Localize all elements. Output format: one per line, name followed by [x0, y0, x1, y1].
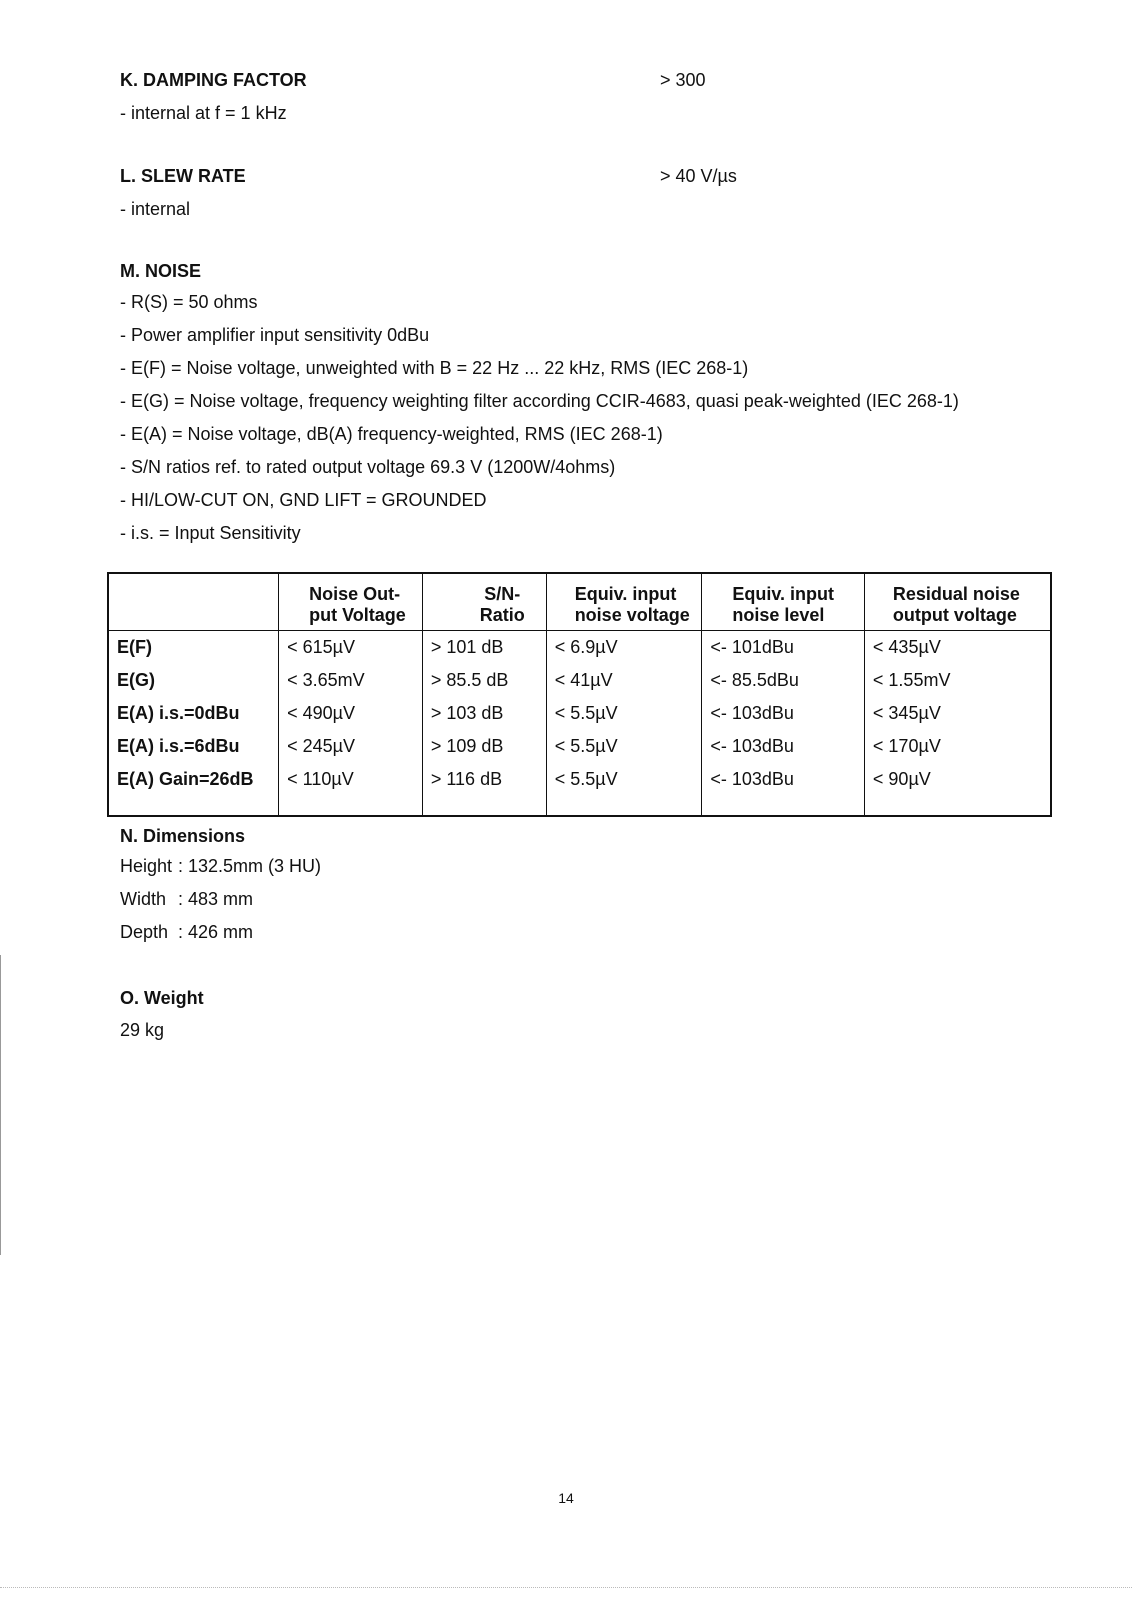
- section-m-title: M. NOISE: [120, 261, 202, 281]
- table-cell: E(A) i.s.=6dBu: [108, 730, 279, 763]
- table-row: [108, 631, 1051, 665]
- dimension-row-depth: Depth : 426 mm: [120, 922, 254, 942]
- table-cell: <- 103dBu: [702, 730, 865, 763]
- table-cell: <- 103dBu: [702, 763, 865, 816]
- table-cell: < 3.65mV: [279, 664, 423, 697]
- noise-note: - R(S) = 50 ohms: [120, 292, 258, 312]
- noise-table: [107, 572, 1052, 817]
- section-k-value: > 300: [660, 70, 706, 90]
- table-header-equiv-voltage: Equiv. input noise voltage: [546, 573, 702, 631]
- table-header-sn-ratio: S/N- Ratio: [422, 573, 546, 631]
- noise-note: - E(A) = Noise voltage, dB(A) frequency-weighted, RMS (IEC 268-1): [120, 424, 663, 444]
- table-cell: > 103 dB: [422, 697, 546, 730]
- table-cell: < 245µV: [279, 730, 423, 763]
- section-o-value: 29 kg: [120, 1020, 165, 1040]
- table-cell: < 615µV: [279, 631, 423, 665]
- section-k-title: K. DAMPING FACTOR: [120, 70, 307, 90]
- table-header-empty: [108, 573, 279, 631]
- bottom-dotted-rule: [0, 1587, 1132, 1588]
- noise-note: - S/N ratios ref. to rated output voltage 69.3 V (1200W/4ohms): [120, 457, 616, 477]
- table-row: [108, 763, 1051, 816]
- page-number: 14: [558, 1490, 574, 1506]
- noise-note: - E(F) = Noise voltage, unweighted with B = 22 Hz ... 22 kHz, RMS (IEC 268-1): [120, 358, 749, 378]
- table-cell: < 345µV: [864, 697, 1051, 730]
- table-cell: < 6.9µV: [546, 631, 702, 665]
- table-row: [108, 730, 1051, 763]
- table-row: [108, 664, 1051, 697]
- table-row: [108, 697, 1051, 730]
- table-cell: <- 101dBu: [702, 631, 865, 665]
- table-header-equiv-level: Equiv. input noise level: [702, 573, 865, 631]
- table-cell: E(A) Gain=26dB: [108, 763, 279, 816]
- table-cell: < 110µV: [279, 763, 423, 816]
- table-header-residual: Residual noise output voltage: [864, 573, 1051, 631]
- table-cell: <- 85.5dBu: [702, 664, 865, 697]
- table-cell: E(F): [108, 631, 279, 665]
- dimension-row-height: Height : 132.5mm (3 HU): [120, 856, 322, 876]
- table-cell: > 101 dB: [422, 631, 546, 665]
- table-cell: E(A) i.s.=0dBu: [108, 697, 279, 730]
- section-k-note: - internal at f = 1 kHz: [120, 103, 287, 123]
- section-o-title: O. Weight: [120, 988, 204, 1008]
- table-cell: < 41µV: [546, 664, 702, 697]
- table-cell: < 5.5µV: [546, 697, 702, 730]
- section-l-title: L. SLEW RATE: [120, 166, 246, 186]
- table-cell: < 90µV: [864, 763, 1051, 816]
- noise-note: - E(G) = Noise voltage, frequency weighting filter according CCIR-4683, quasi peak-weighted (IEC 268-1): [120, 391, 959, 411]
- noise-note: - Power amplifier input sensitivity 0dBu: [120, 325, 430, 345]
- table-cell: > 109 dB: [422, 730, 546, 763]
- table-cell: < 5.5µV: [546, 730, 702, 763]
- table-cell: < 1.55mV: [864, 664, 1051, 697]
- table-cell: < 435µV: [864, 631, 1051, 665]
- table-cell: <- 103dBu: [702, 697, 865, 730]
- table-cell: E(G): [108, 664, 279, 697]
- dimensions-list: [120, 850, 321, 949]
- noise-note: - HI/LOW-CUT ON, GND LIFT = GROUNDED: [120, 490, 487, 510]
- section-l-value: > 40 V/µs: [660, 166, 737, 186]
- table-cell: > 116 dB: [422, 763, 546, 816]
- dimension-row-width: Width : 483 mm: [120, 889, 254, 909]
- scan-margin-line: [0, 955, 1, 1255]
- table-cell: < 5.5µV: [546, 763, 702, 816]
- noise-notes-list: [120, 286, 959, 550]
- table-cell: > 85.5 dB: [422, 664, 546, 697]
- noise-note: - i.s. = Input Sensitivity: [120, 523, 301, 543]
- table-cell: < 490µV: [279, 697, 423, 730]
- table-header-noise-output: Noise Out- put Voltage: [279, 573, 423, 631]
- section-n-title: N. Dimensions: [120, 826, 246, 846]
- table-header-row: [108, 573, 1051, 631]
- section-l-note: - internal: [120, 199, 191, 219]
- table-cell: < 170µV: [864, 730, 1051, 763]
